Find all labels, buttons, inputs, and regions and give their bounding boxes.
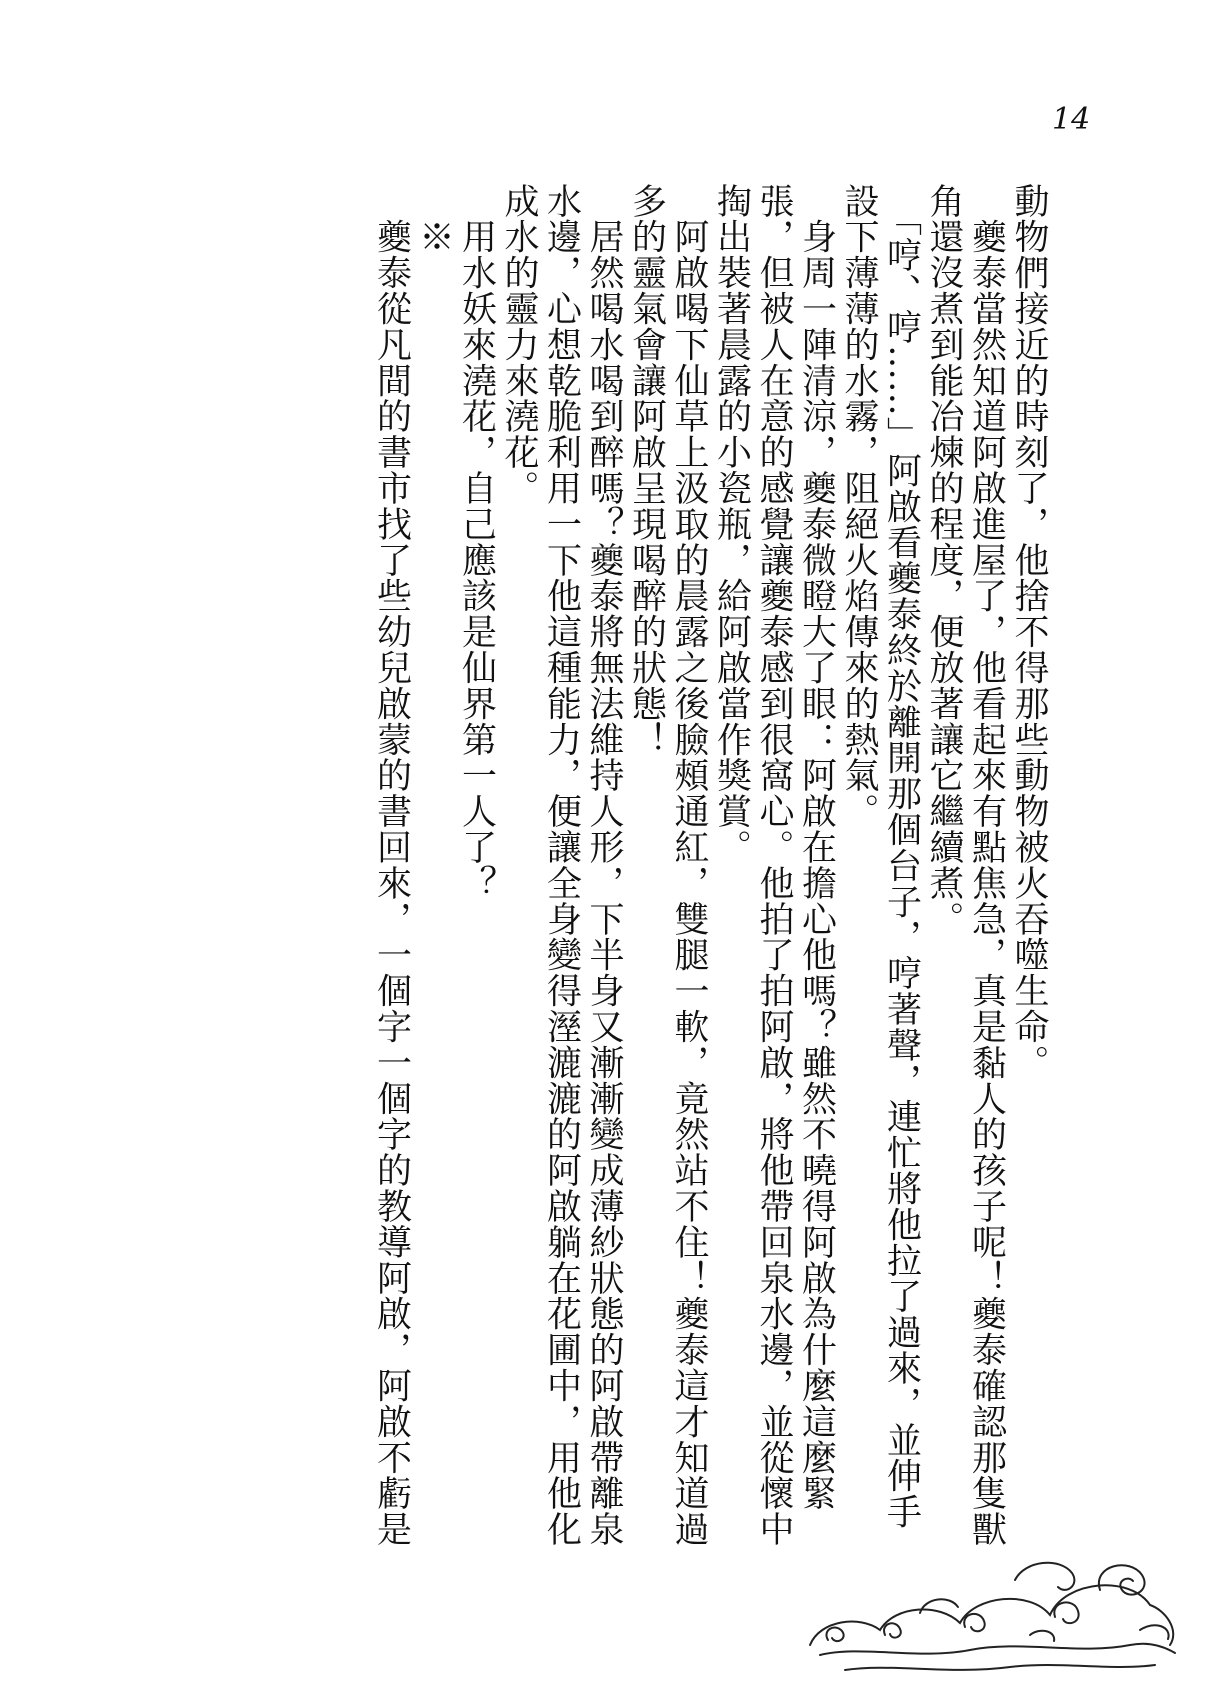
text-column-3: 角還沒煮到能冶煉的程度，便放著讓它繼續煮。 — [924, 183, 964, 937]
text-column-8: 掏出裝著晨露的小瓷瓶，給阿啟當作獎賞。 — [711, 183, 752, 866]
text-column-7: 張，但被人在意的感覺讓夔泰感到很窩心。他拍了拍阿啟，將他帶回泉水邊，並從懷中 — [754, 183, 794, 1548]
text-column-11: 居然喝水喝到醉嗎？夔泰將無法維持人形，下半身又漸漸變成薄紗狀態的阿啟帶離泉 — [584, 183, 624, 1548]
text-column-14: 用水妖來澆花，自己應該是仙界第一人了？ — [456, 183, 497, 901]
text-column-4: 「哼、哼……」阿啟看夔泰終於離開那個台子，哼著聲，連忙將他拉了過來，並伸手 — [881, 183, 922, 1530]
text-column-16: 夔泰從凡間的書市找了些幼兒啟蒙的書回來，一個字一個字的教導阿啟，阿啟不虧是 — [371, 183, 412, 1548]
text-column-5: 設下薄薄的水霧，阻絕火焰傳來的熱氣。 — [839, 183, 879, 830]
page-number: 14 — [1052, 102, 1091, 137]
text-column-12: 水邊，心想乾脆利用一下他這種能力，便讓全身變得溼漉漉的阿啟躺在花圃中，用他化 — [541, 183, 582, 1548]
text-column-2: 夔泰當然知道阿啟進屋了，他看起來有點焦急，真是黏人的孩子呢！夔泰確認那隻獸 — [966, 183, 1007, 1548]
text-column-1: 動物們接近的時刻了，他捨不得那些動物被火吞噬生命。 — [1009, 183, 1049, 1081]
text-column-10: 多的靈氣會讓阿啟呈現喝醉的狀態！ — [626, 183, 667, 758]
cloud-ornament — [800, 1535, 1190, 1685]
text-column-6: 身周一陣清涼，夔泰微瞪大了眼：阿啟在擔心他嗎？雖然不曉得阿啟為什麼這麼緊 — [796, 183, 837, 1512]
text-column-9: 阿啟喝下仙草上汲取的晨露之後臉頰通紅，雙腿一軟，竟然站不住！夔泰這才知道過 — [669, 183, 709, 1548]
vertical-text-body — [200, 183, 1050, 1553]
text-column-13: 成水的靈力來澆花。 — [499, 183, 539, 507]
text-column-15: ※ — [414, 183, 454, 255]
